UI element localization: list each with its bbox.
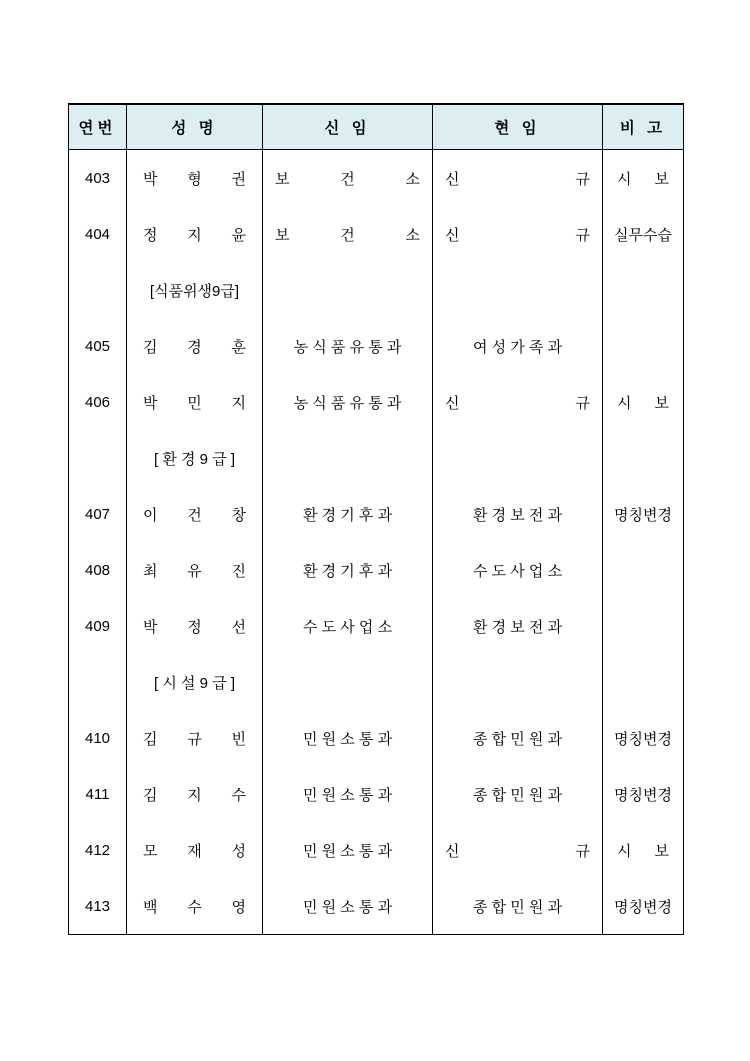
- cell-new: 수 도 사 업 소: [263, 598, 433, 654]
- cell-no: 405: [69, 318, 127, 374]
- table-row: [69, 318, 684, 374]
- cell-name: 김 지 수: [127, 766, 263, 822]
- cell-name: 이 건 창: [127, 486, 263, 542]
- cell-note: [603, 654, 684, 710]
- cell-current: 종 합 민 원 과: [433, 710, 603, 766]
- cell-new: 보 건 소: [263, 150, 433, 207]
- cell-note: 시 보: [603, 150, 684, 207]
- cell-new: 농 식 품 유 통 과: [263, 374, 433, 430]
- cell-no: 406: [69, 374, 127, 430]
- cell-current: 신 규: [433, 150, 603, 207]
- group-heading-row: [69, 262, 684, 318]
- cell-name: 정 지 윤: [127, 206, 263, 262]
- table-row: [69, 822, 684, 878]
- cell-current: 종 합 민 원 과: [433, 766, 603, 822]
- cell-new: 민 원 소 통 과: [263, 878, 433, 935]
- cell-current: 환 경 보 전 과: [433, 598, 603, 654]
- cell-no: 408: [69, 542, 127, 598]
- cell-no: [69, 430, 127, 486]
- table-row: [69, 374, 684, 430]
- cell-name: 박 민 지: [127, 374, 263, 430]
- cell-new: [263, 430, 433, 486]
- cell-new: 민 원 소 통 과: [263, 822, 433, 878]
- table-row: [69, 766, 684, 822]
- table-row: [69, 598, 684, 654]
- table-row: [69, 206, 684, 262]
- group-label: [ 시 설 9 급 ]: [127, 654, 263, 710]
- cell-name: 박 정 선: [127, 598, 263, 654]
- cell-current: 환 경 보 전 과: [433, 486, 603, 542]
- cell-current: [433, 430, 603, 486]
- cell-name: 김 경 훈: [127, 318, 263, 374]
- cell-no: 407: [69, 486, 127, 542]
- cell-new: 민 원 소 통 과: [263, 766, 433, 822]
- cell-current: [433, 262, 603, 318]
- roster-table-container: [68, 103, 683, 935]
- cell-new: [263, 654, 433, 710]
- cell-note: 실무수습: [603, 206, 684, 262]
- table-row: [69, 150, 684, 207]
- cell-no: [69, 654, 127, 710]
- table-row: [69, 542, 684, 598]
- cell-new: 민 원 소 통 과: [263, 710, 433, 766]
- cell-new: 보 건 소: [263, 206, 433, 262]
- cell-note: [603, 542, 684, 598]
- cell-name: 김 규 빈: [127, 710, 263, 766]
- cell-new: [263, 262, 433, 318]
- cell-name: 최 유 진: [127, 542, 263, 598]
- table-row: [69, 710, 684, 766]
- cell-note: [603, 262, 684, 318]
- cell-note: 시 보: [603, 822, 684, 878]
- cell-current: 종 합 민 원 과: [433, 878, 603, 935]
- cell-new: 농 식 품 유 통 과: [263, 318, 433, 374]
- cell-note: 명칭변경: [603, 710, 684, 766]
- cell-current: 수 도 사 업 소: [433, 542, 603, 598]
- cell-no: [69, 262, 127, 318]
- cell-no: 412: [69, 822, 127, 878]
- column-header-current: 현 임: [433, 104, 603, 150]
- table-row: [69, 486, 684, 542]
- header-row: [69, 104, 684, 150]
- cell-no: 413: [69, 878, 127, 935]
- cell-note: [603, 598, 684, 654]
- table-body: [69, 150, 684, 935]
- roster-table: [68, 103, 684, 935]
- cell-name: 모 재 성: [127, 822, 263, 878]
- cell-new: 환 경 기 후 과: [263, 486, 433, 542]
- table-header: [69, 104, 684, 150]
- cell-current: 신 규: [433, 206, 603, 262]
- cell-name: 박 형 권: [127, 150, 263, 207]
- group-label: [ 환 경 9 급 ]: [127, 430, 263, 486]
- cell-no: 410: [69, 710, 127, 766]
- column-header-note: 비 고: [603, 104, 684, 150]
- column-header-no: 연번: [69, 104, 127, 150]
- cell-name: 백 수 영: [127, 878, 263, 935]
- group-label: [식품위생9급]: [127, 262, 263, 318]
- cell-no: 411: [69, 766, 127, 822]
- cell-current: 신 규: [433, 822, 603, 878]
- cell-note: [603, 430, 684, 486]
- cell-new: 환 경 기 후 과: [263, 542, 433, 598]
- cell-note: 시 보: [603, 374, 684, 430]
- cell-note: 명칭변경: [603, 878, 684, 935]
- cell-current: 신 규: [433, 374, 603, 430]
- cell-no: 404: [69, 206, 127, 262]
- group-heading-row: [69, 654, 684, 710]
- cell-note: 명칭변경: [603, 766, 684, 822]
- cell-note: 명칭변경: [603, 486, 684, 542]
- cell-note: [603, 318, 684, 374]
- cell-no: 409: [69, 598, 127, 654]
- group-heading-row: [69, 430, 684, 486]
- column-header-new: 신 임: [263, 104, 433, 150]
- table-row: [69, 878, 684, 935]
- cell-current: [433, 654, 603, 710]
- column-header-name: 성 명: [127, 104, 263, 150]
- cell-no: 403: [69, 150, 127, 207]
- cell-current: 여 성 가 족 과: [433, 318, 603, 374]
